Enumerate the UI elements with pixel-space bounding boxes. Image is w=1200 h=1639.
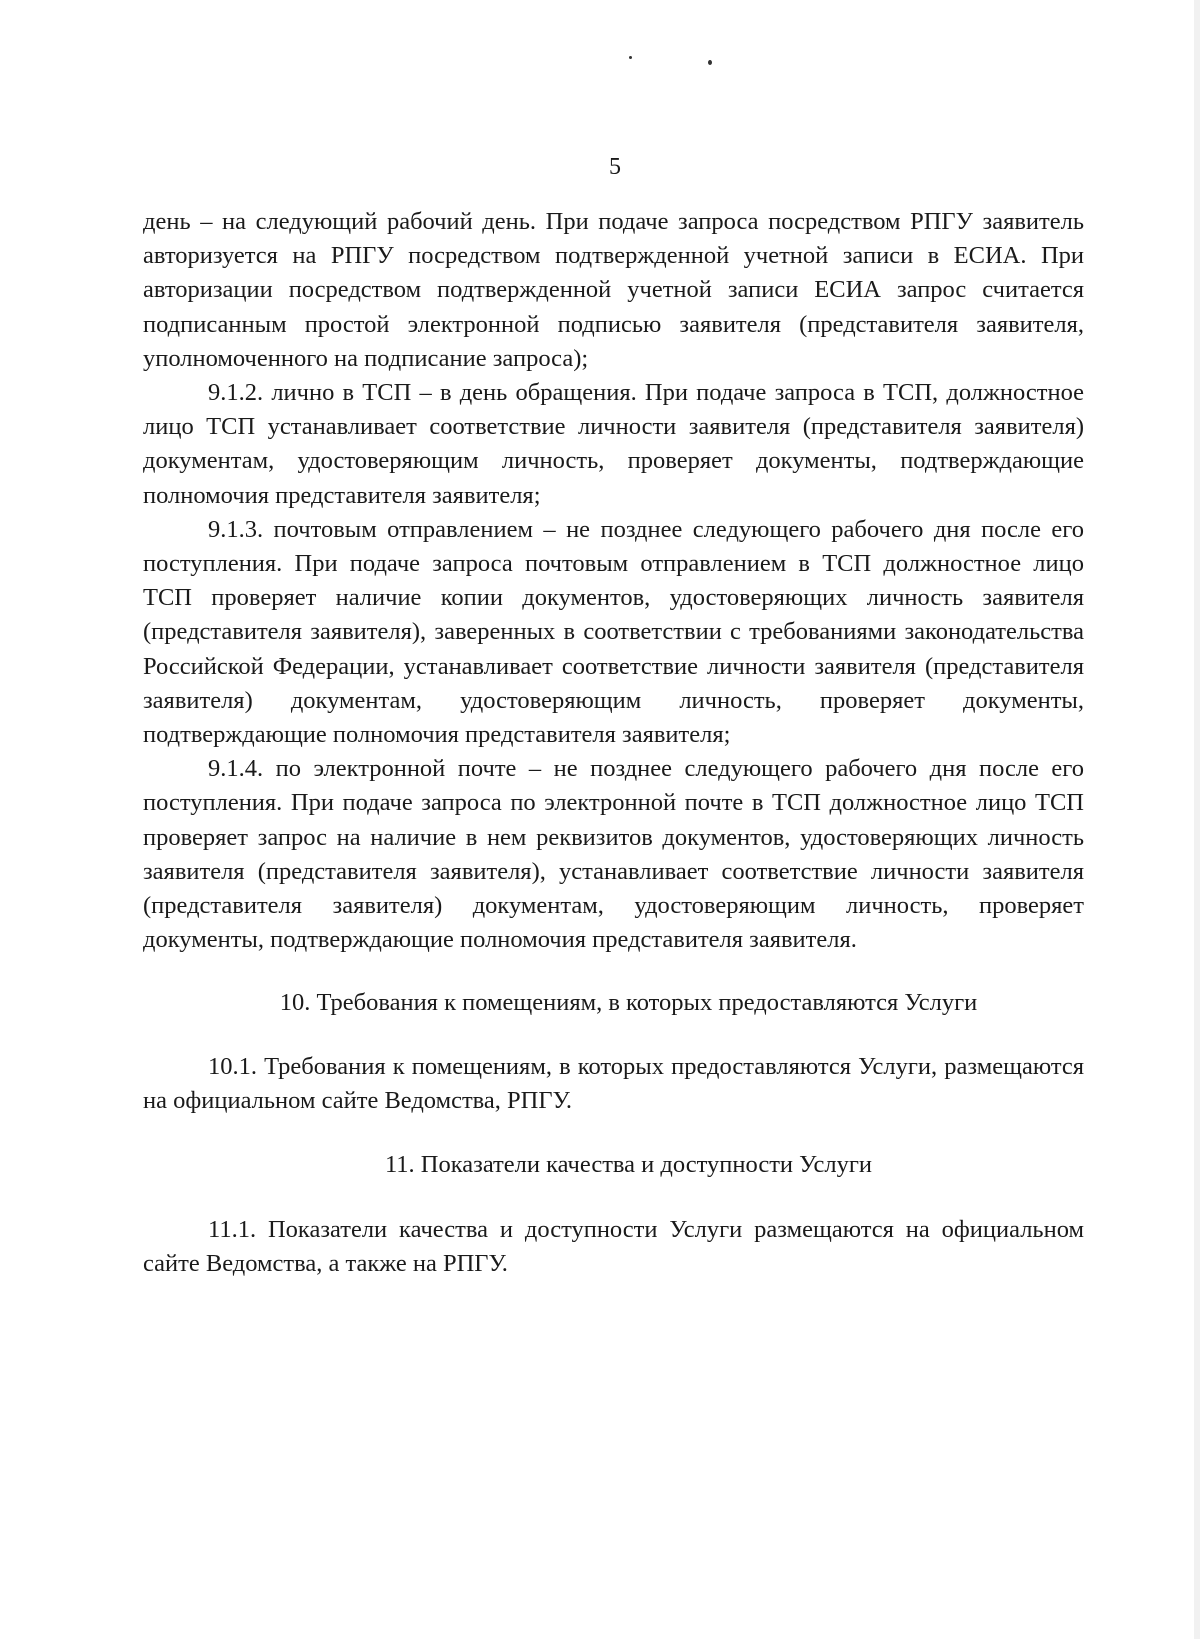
paragraph-9-1-2: 9.1.2. лично в ТСП – в день обращения. При подаче запроса в ТСП, должностное лицо ТСП устанавливает соответствие личности заявителя (представителя заявителя) документам, удостоверяющим личность, проверяет документы, подтверждающие полномочия представителя заявителя; [143, 379, 1084, 509]
paragraph-10-1: 10.1. Требования к помещениям, в которых предоставляются Услуги, размещаются на официальном сайте Ведомства, РПГУ. [143, 1052, 1084, 1114]
scan-edge [1194, 0, 1200, 1639]
paragraph-continuation: день – на следующий рабочий день. При подаче запроса посредством РПГУ заявитель авторизуется на РПГУ посредством подтвержденной учетной записи в ЕСИА. При авторизации посредством подтвержденной учетной записи ЕСИА запрос считается подписанным простой электронной подписью заявителя (представителя заявителя, уполномоченного на подписание запроса); [143, 208, 1084, 372]
scan-speck [708, 60, 712, 65]
paragraph-11-1: 11.1. Показатели качества и доступности Услуги размещаются на официальном сайте Ведомства, а также на РПГУ. [143, 1216, 1084, 1278]
paragraph-9-1-4: 9.1.4. по электронной почте – не позднее следующего рабочего дня после его поступления. При подаче запроса по электронной почте в ТСП должностное лицо ТСП проверяет запрос на наличие в нем реквизитов документов, удостоверяющих личность заявителя (представителя заявителя), устанавливает соответствие личности заявителя (представителя заявителя) документам, удостоверяющим личность, проверяет документы, подтверждающие полномочия представителя заявителя. [143, 755, 1084, 954]
paragraph-9-1-3: 9.1.3. почтовым отправлением – не позднее следующего рабочего дня после его поступления. При подаче запроса почтовым отправлением в ТСП должностное лицо ТСП проверяет наличие копии документов, удостоверяющих личность заявителя (представителя заявителя), заверенных в соответствии с требованиями законодательства Российской Федерации, устанавливает соответствие личности заявителя (представителя заявителя) документам, удостоверяющим личность, проверяет документы, подтверждающие полномочия представителя заявителя; [143, 515, 1084, 749]
section-10-heading: 10. Требования к помещениям, в которых предоставляются Услуги [279, 989, 978, 1017]
scan-speck [629, 56, 632, 59]
page-number: 5 [609, 154, 621, 180]
document-body [143, 205, 1084, 1282]
section-11-heading: 11. Показатели качества и доступности Услуги [384, 1151, 873, 1179]
